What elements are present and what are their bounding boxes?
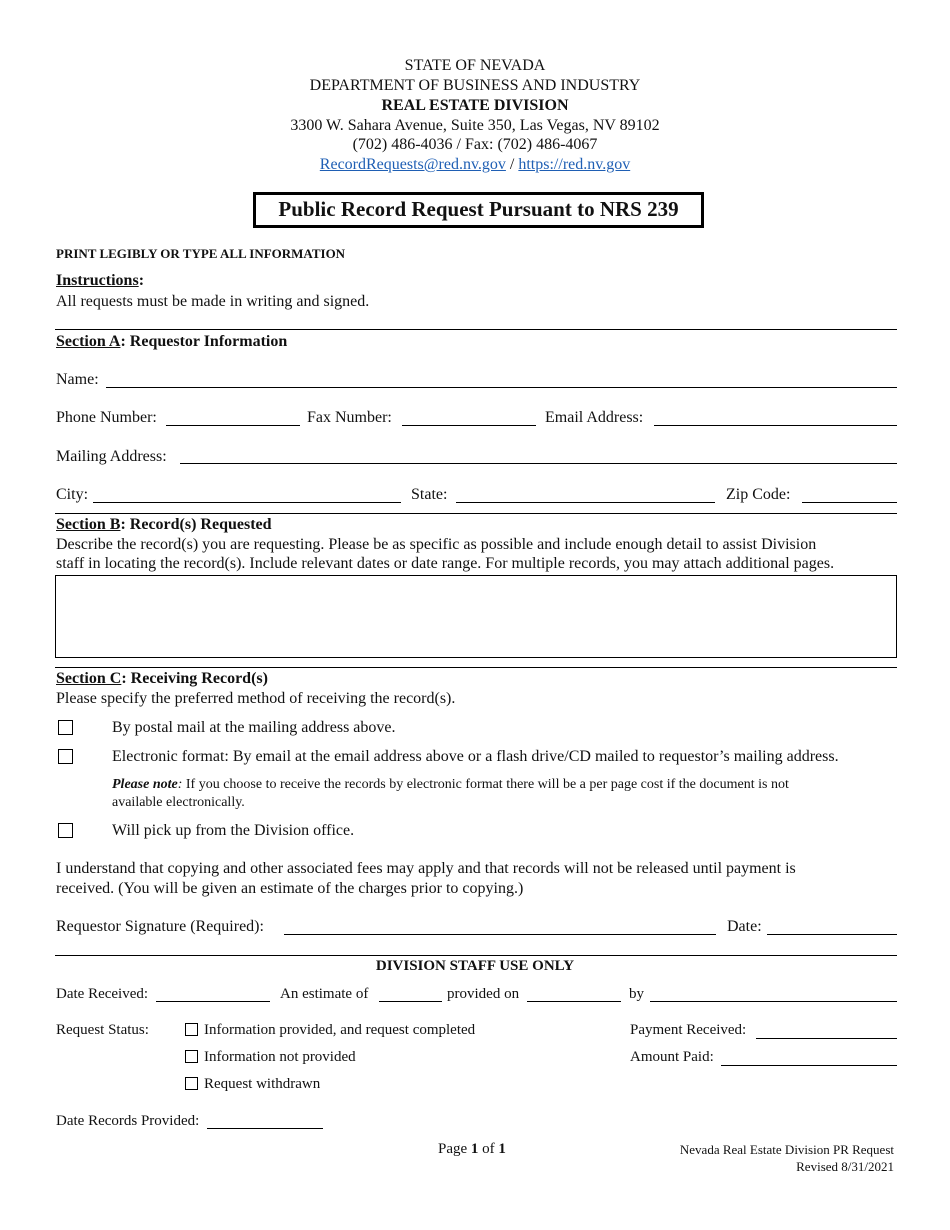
staff-use-heading: DIVISION STAFF USE ONLY	[375, 958, 575, 974]
section-c-intro: Please specify the preferred method of receiving the record(s).	[56, 690, 456, 707]
signature-field[interactable]	[284, 934, 716, 935]
form-revised: Revised 8/31/2021	[796, 1159, 894, 1174]
section-a-heading	[56, 333, 287, 351]
phone-label: Phone Number:	[56, 409, 157, 426]
email-label: Email Address:	[545, 409, 644, 426]
please-note-text: If you choose to receive the records by electronic format there will be a per page cost if the document is not	[182, 777, 789, 792]
mailing-address-field[interactable]	[180, 463, 897, 464]
section-divider	[55, 667, 897, 668]
acknowledgement-line2: received. (You will be given an estimate of the charges prior to copying.)	[56, 880, 524, 897]
provided-on-field[interactable]	[527, 1001, 621, 1002]
section-b-description-line2: staff in locating the record(s). Include relevant dates or date range. For multiple records, you may attach additional pages.	[56, 555, 835, 572]
section-c-prefix: Section C	[56, 670, 122, 687]
name-label: Name:	[56, 371, 99, 388]
please-note	[112, 777, 789, 793]
state-label: State:	[411, 486, 448, 503]
page-current: 1	[470, 1141, 479, 1157]
instructions-text: All requests must be made in writing and signed.	[56, 293, 370, 310]
section-divider	[55, 329, 897, 330]
agency-state: STATE OF NEVADA	[404, 57, 546, 74]
zip-field[interactable]	[802, 502, 897, 503]
please-note-colon: :	[177, 777, 183, 792]
status-not-provided-checkbox[interactable]	[185, 1050, 198, 1063]
section-b-prefix: Section B	[56, 516, 121, 533]
email-field[interactable]	[654, 425, 897, 426]
section-a-prefix: Section A	[56, 333, 121, 350]
city-label: City:	[56, 486, 89, 503]
agency-phone-fax: (702) 486-4036 / Fax: (702) 486-4067	[352, 136, 598, 153]
section-c-heading	[56, 670, 268, 688]
date-records-provided-label: Date Records Provided:	[56, 1113, 200, 1129]
estimate-field[interactable]	[379, 1001, 442, 1002]
page-of: of	[478, 1141, 499, 1157]
agency-address: 3300 W. Sahara Avenue, Suite 350, Las Vegas, NV 89102	[290, 117, 660, 134]
please-note-text-line2: available electronically.	[112, 795, 245, 810]
agency-contact-links	[0, 155, 950, 175]
postal-mail-label: By postal mail at the mailing address above.	[112, 719, 396, 736]
request-status-label: Request Status:	[56, 1022, 149, 1038]
signature-date-field[interactable]	[767, 934, 897, 935]
email-link[interactable]: RecordRequests@red.nv.gov	[319, 156, 506, 173]
section-b-description-line1: Describe the record(s) you are requesting. Please be as specific as possible and include enough detail to assist Division	[56, 536, 817, 553]
date-received-label: Date Received:	[56, 986, 149, 1002]
website-link[interactable]: https://red.nv.gov	[518, 156, 631, 173]
payment-received-label: Payment Received:	[630, 1022, 747, 1038]
signature-label: Requestor Signature (Required):	[56, 918, 264, 935]
page-number	[438, 1141, 506, 1158]
name-field[interactable]	[106, 387, 897, 388]
amount-paid-field[interactable]	[721, 1065, 897, 1066]
zip-label: Zip Code:	[726, 486, 791, 503]
section-b-heading	[56, 516, 272, 534]
section-divider	[55, 955, 897, 956]
mailing-address-label: Mailing Address:	[56, 448, 167, 465]
by-field[interactable]	[650, 1001, 897, 1002]
print-notice: PRINT LEGIBLY OR TYPE ALL INFORMATION	[56, 246, 346, 261]
agency-division: REAL ESTATE DIVISION	[381, 97, 569, 114]
instructions-heading-text: Instructions	[56, 272, 139, 289]
date-received-field[interactable]	[156, 1001, 270, 1002]
please-note-label: Please note	[112, 777, 178, 792]
form-title: Public Record Request Pursuant to NRS 239	[253, 192, 704, 228]
provided-on-label: provided on	[447, 986, 520, 1002]
estimate-of-label: An estimate of	[280, 986, 369, 1002]
instructions-colon: :	[138, 272, 145, 289]
electronic-format-checkbox[interactable]	[58, 749, 73, 764]
status-completed-label: Information provided, and request completed	[204, 1022, 476, 1038]
section-b-title: : Record(s) Requested	[120, 516, 272, 533]
status-withdrawn-label: Request withdrawn	[204, 1076, 321, 1092]
instructions-heading	[56, 272, 144, 290]
status-withdrawn-checkbox[interactable]	[185, 1077, 198, 1090]
status-completed-checkbox[interactable]	[185, 1023, 198, 1036]
signature-date-label: Date:	[727, 918, 762, 935]
state-field[interactable]	[456, 502, 715, 503]
postal-mail-checkbox[interactable]	[58, 720, 73, 735]
payment-received-field[interactable]	[756, 1038, 897, 1039]
phone-field[interactable]	[166, 425, 300, 426]
page-total: 1	[498, 1141, 506, 1157]
agency-department: DEPARTMENT OF BUSINESS AND INDUSTRY	[309, 77, 641, 94]
date-records-provided-field[interactable]	[207, 1128, 323, 1129]
pickup-label: Will pick up from the Division office.	[112, 822, 355, 839]
section-divider	[55, 513, 897, 514]
fax-field[interactable]	[402, 425, 536, 426]
amount-paid-label: Amount Paid:	[630, 1049, 714, 1065]
section-c-title: : Receiving Record(s)	[121, 670, 268, 687]
section-a-title: : Requestor Information	[120, 333, 288, 350]
electronic-format-label: Electronic format: By email at the email address above or a flash drive/CD mailed to requestor’s mailing address.	[112, 748, 839, 765]
form-name: Nevada Real Estate Division PR Request	[679, 1142, 894, 1157]
pickup-checkbox[interactable]	[58, 823, 73, 838]
acknowledgement-line1: I understand that copying and other associated fees may apply and that records will not be released until payment is	[56, 860, 796, 877]
fax-label: Fax Number:	[307, 409, 392, 426]
link-separator: /	[505, 156, 519, 173]
records-requested-textarea[interactable]	[55, 575, 897, 658]
status-not-provided-label: Information not provided	[204, 1049, 356, 1065]
city-field[interactable]	[93, 502, 401, 503]
page-word: Page	[438, 1141, 471, 1157]
by-label: by	[629, 986, 644, 1002]
